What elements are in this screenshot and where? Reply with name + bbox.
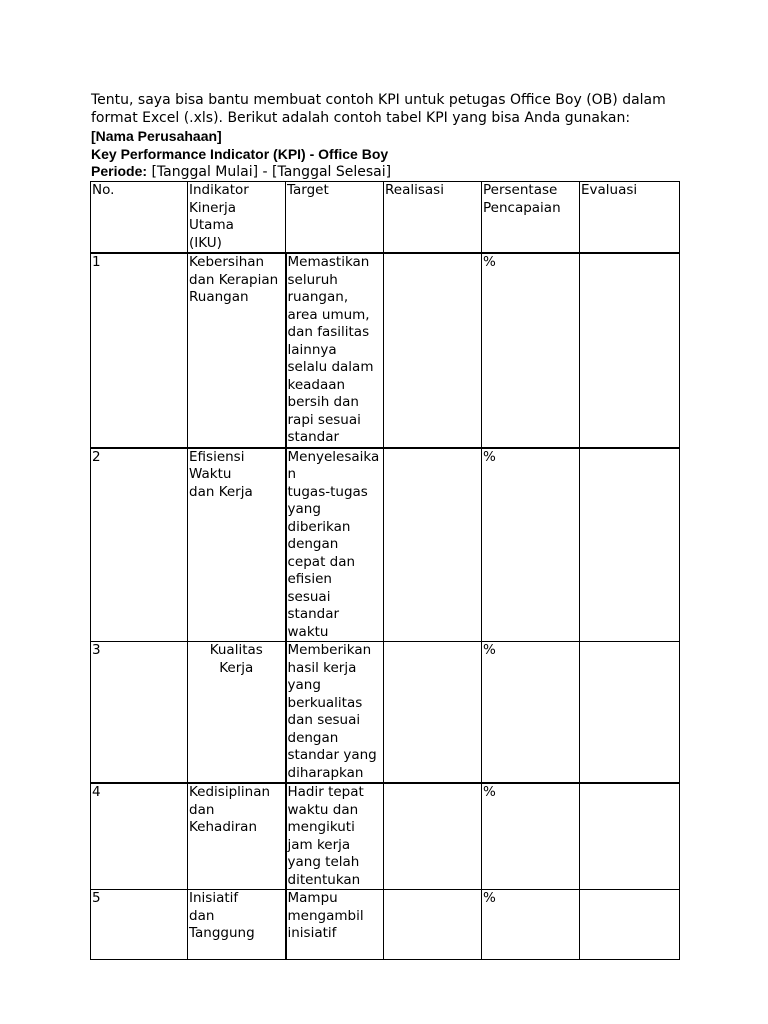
cell-evaluation — [580, 642, 680, 784]
header-evaluation: Evaluasi — [580, 182, 680, 254]
cell-percentage: % — [482, 642, 580, 784]
cell-no: 4 — [91, 783, 188, 890]
cell-percentage: % — [482, 890, 580, 960]
cell-realization — [384, 890, 482, 960]
period-line — [91, 163, 391, 181]
intro-paragraph: Tentu, saya bisa bantu membuat contoh KPI untuk petugas Office Boy (OB) dalam format Excel (.xls). Berikut adalah contoh tabel KPI yang bisa Anda gunakan: — [91, 92, 666, 126]
table-header-row — [91, 182, 680, 254]
cell-realization — [384, 642, 482, 784]
cell-realization — [384, 253, 482, 448]
cell-indicator: Efisiensi Waktu dan Kerja — [188, 448, 286, 642]
cell-indicator: Kualitas Kerja — [188, 642, 286, 784]
table-row — [91, 448, 680, 642]
cell-realization — [384, 448, 482, 642]
table-row — [91, 890, 680, 960]
cell-no: 3 — [91, 642, 188, 784]
cell-evaluation — [580, 890, 680, 960]
company-name: [Nama Perusahaan] — [91, 128, 222, 144]
cell-evaluation — [580, 783, 680, 890]
header-indicator: Indikator Kinerja Utama (IKU) — [188, 182, 286, 254]
header-realization: Realisasi — [384, 182, 482, 254]
cell-target: Memberikan hasil kerja yang berkualitas dan sesuai dengan standar yang diharapkan — [286, 642, 384, 784]
cell-target: Hadir tepat waktu dan mengikuti jam kerja yang telah ditentukan — [286, 783, 384, 890]
header-no: No. — [91, 182, 188, 254]
table-row — [91, 253, 680, 448]
cell-percentage: % — [482, 253, 580, 448]
table-row — [91, 783, 680, 890]
cell-target: Mampu mengambil inisiatif — [286, 890, 384, 960]
cell-evaluation — [580, 253, 680, 448]
table-row — [91, 642, 680, 784]
period-value: [Tanggal Mulai] - [Tanggal Selesai] — [147, 164, 392, 180]
cell-no: 5 — [91, 890, 188, 960]
cell-realization — [384, 783, 482, 890]
document-title: Key Performance Indicator (KPI) - Office Boy — [91, 146, 389, 162]
cell-no: 2 — [91, 448, 188, 642]
cell-evaluation — [580, 448, 680, 642]
cell-indicator: Inisiatif dan Tanggung — [188, 890, 286, 960]
kpi-table — [90, 181, 680, 960]
cell-percentage: % — [482, 448, 580, 642]
header-target: Target — [286, 182, 384, 254]
period-label: Periode: — [91, 163, 148, 179]
cell-target: Memastikan seluruh ruangan, area umum, dan fasilitas lainnya selalu dalam keadaan bersih dan rapi sesuai standar — [286, 253, 384, 448]
cell-target: Menyelesaikan tugas-tugas yang diberikan dengan cepat dan efisien sesuai standar waktu — [286, 448, 384, 642]
header-percentage: Persentase Pencapaian — [482, 182, 580, 254]
cell-indicator: Kebersihan dan Kerapian Ruangan — [188, 253, 286, 448]
cell-no: 1 — [91, 253, 188, 448]
cell-percentage: % — [482, 783, 580, 890]
cell-indicator: Kedisiplinan dan Kehadiran — [188, 783, 286, 890]
